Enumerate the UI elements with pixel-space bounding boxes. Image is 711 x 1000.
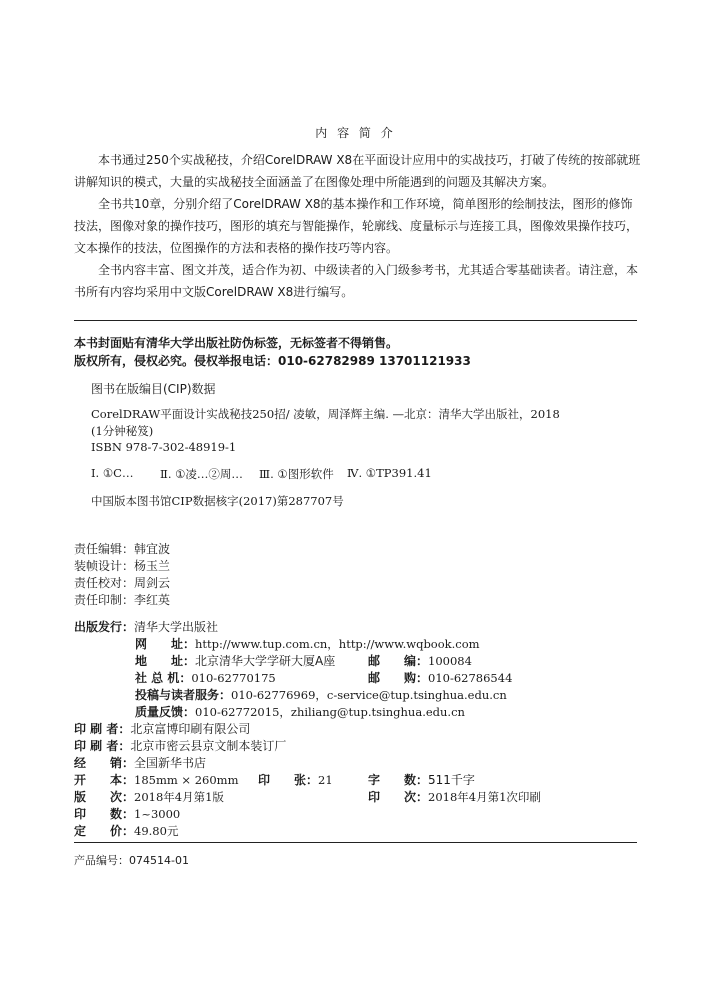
edition-row: 版 次：2018年4月第1版	[74, 790, 224, 804]
cip-series: (1分钟秘笈)	[91, 424, 154, 438]
cip-class-2: Ⅱ. ①凌…②周…	[160, 467, 243, 481]
publisher-quality-row: 质量反馈：010-62772015，zhiliang@tup.tsinghua.edu.cn	[135, 705, 465, 719]
distributor-row: 经 销：全国新华书店	[74, 756, 207, 770]
word-count-row: 字 数：511千字	[368, 773, 475, 787]
credit-row: 责任印制：李红英	[74, 593, 171, 607]
anti-counterfeit-notice: 本书封面贴有清华大学出版社防伪标签，无标签者不得销售。	[74, 336, 399, 350]
print-run-row: 印 数：1~3000	[74, 807, 181, 821]
publisher-row: 出版发行：清华大学出版社	[74, 620, 219, 634]
cip-data-number: 中国版本图书馆CIP数据核字(2017)第287707号	[91, 494, 344, 508]
copyright-notice: 版权所有，侵权必究。侵权举报电话：010-62782989 13701121933	[74, 354, 471, 368]
sheets-row: 印 张：21	[258, 773, 333, 787]
publisher-zip-row: 邮 编：100084	[368, 654, 472, 668]
credit-row: 责任编辑：韩宜波	[74, 542, 171, 556]
intro-body	[74, 149, 644, 303]
credit-row: 装帧设计：杨玉兰	[74, 559, 171, 573]
bottom-divider	[74, 842, 637, 843]
cip-class-4: Ⅳ. ①TP391.41	[347, 466, 432, 480]
top-divider	[74, 320, 637, 321]
intro-paragraph: 本书通过250个实战秘技，介绍CorelDRAW X8在平面设计应用中的实战技巧，打破了传统的按部就班讲解知识的模式，大量的实战秘技全面涵盖了在图像处理中所能遇到的问题及其解决方案。	[74, 153, 641, 189]
cip-class-1: Ⅰ. ①C…	[91, 466, 134, 480]
price-row: 定 价：49.80元	[74, 824, 179, 838]
cip-header: 图书在版编目(CIP)数据	[91, 382, 216, 396]
printer-row: 印 刷 者：北京富博印刷有限公司	[74, 722, 251, 736]
cip-entry: CorelDRAW平面设计实战秘技250招/ 凌敏，周泽辉主编. —北京：清华大学出版社，2018	[91, 407, 560, 421]
publisher-web-row: 网 址：http://www.tup.com.cn，http://www.wqbook.com	[135, 637, 480, 651]
publisher-service-row: 投稿与读者服务：010-62776969，c-service@tup.tsinghua.edu.cn	[135, 688, 507, 702]
publisher-switchboard-row: 社 总 机：010-62770175	[135, 671, 276, 685]
intro-title: 内 容 简 介	[315, 126, 396, 140]
binder-row: 印 刷 者：北京市密云县京文制本装订厂	[74, 739, 287, 753]
intro-paragraph: 全书共10章，分别介绍了CorelDRAW X8的基本操作和工作环境，简单图形的绘制技法，图形的修饰技法，图像对象的操作技巧，图形的填充与智能操作，轮廓线、度量标示与连接工具，图像效果操作技巧，文本操作的技法，位图操作的方法和表格的操作技巧等内容。	[74, 197, 639, 255]
publisher-address-row: 地 址：北京清华大学学研大厦A座	[135, 654, 336, 668]
impression-row: 印 次：2018年4月第1次印刷	[368, 790, 541, 804]
format-row: 开 本：185mm × 260mm	[74, 773, 239, 787]
publisher-mailorder-row: 邮 购：010-62786544	[368, 671, 513, 685]
cip-class-3: Ⅲ. ①图形软件	[259, 467, 334, 481]
cip-isbn: ISBN 978-7-302-48919-1	[91, 440, 237, 454]
product-number: 产品编号：074514-01	[74, 854, 189, 867]
credit-row: 责任校对：周剑云	[74, 576, 171, 590]
intro-paragraph: 全书内容丰富、图文并茂，适合作为初、中级读者的入门级参考书，尤其适合零基础读者。请注意，本书所有内容均采用中文版CorelDRAW X8进行编写。	[74, 263, 639, 299]
